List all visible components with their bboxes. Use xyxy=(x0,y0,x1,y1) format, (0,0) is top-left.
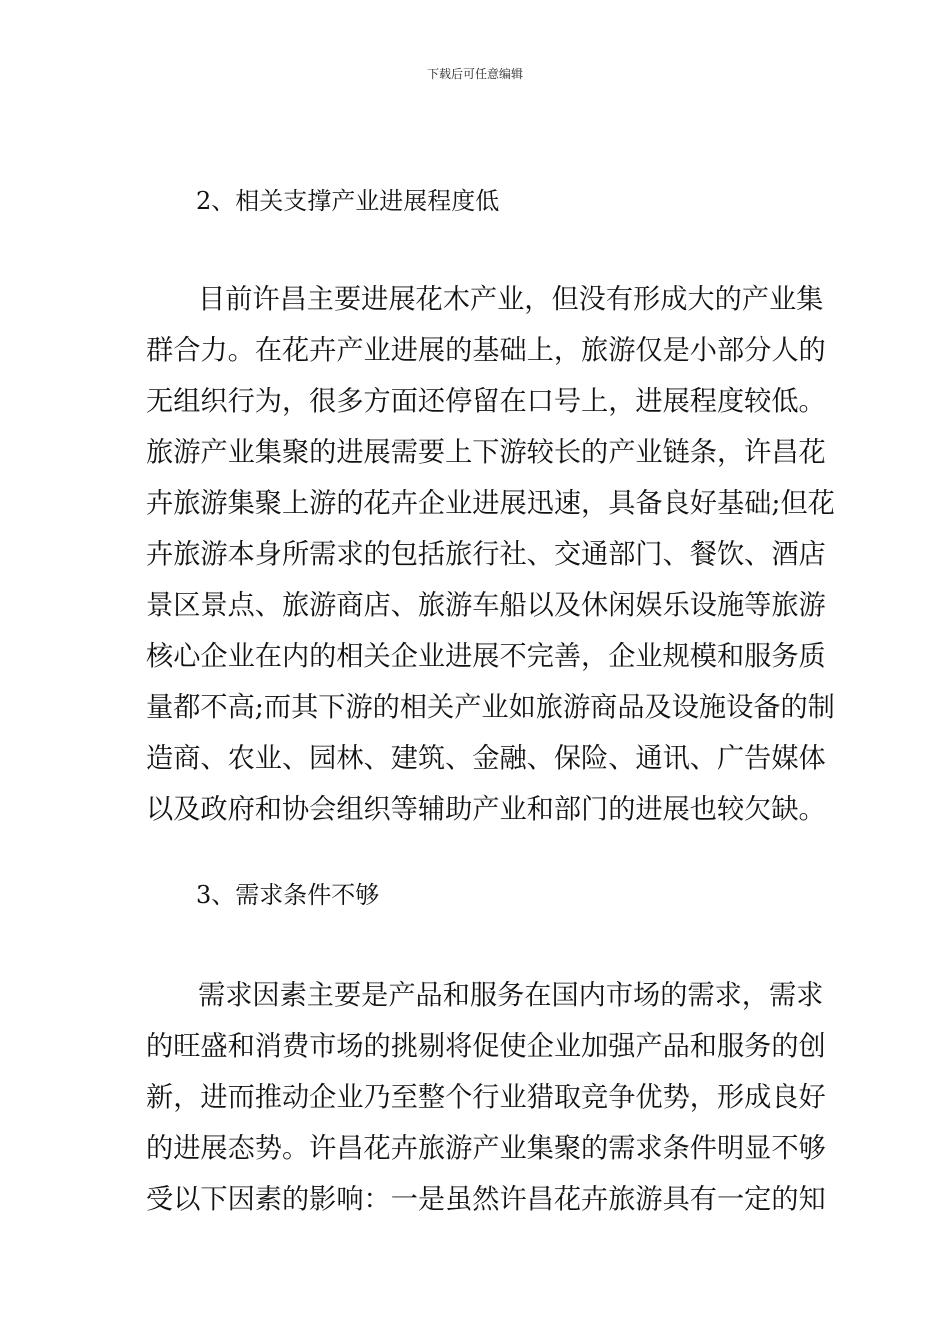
paragraph-line: 造商、农业、园林、建筑、金融、保险、通讯、广告媒体 xyxy=(146,743,826,774)
page-header-note: 下载后可任意编辑 xyxy=(426,67,523,81)
paragraph-line: 目前许昌主要进展花木产业，但没有形成大的产业集 xyxy=(198,284,824,315)
paragraph-line: 卉旅游集聚上游的花卉企业进展迅速，具备良好基础;但花 xyxy=(146,488,835,519)
section-2-paragraph xyxy=(146,274,835,835)
section-heading-2: 2、相关支撑产业进展程度低 xyxy=(196,187,500,215)
paragraph-line: 卉旅游本身所需求的包括旅行社、交通部门、餐饮、酒店 xyxy=(146,539,826,570)
paragraph-line: 的旺盛和消费市场的挑剔将促使企业加强产品和服务的创 xyxy=(146,1031,826,1062)
paragraph-line: 旅游产业集聚的进展需要上下游较长的产业链条，许昌花 xyxy=(146,437,826,468)
paragraph-line: 无组织行为，很多方面还停留在口号上，进展程度较低。 xyxy=(146,386,826,417)
paragraph-line: 群合力。在花卉产业进展的基础上，旅游仅是小部分人的 xyxy=(146,335,826,366)
paragraph-line: 量都不高;而其下游的相关产业如旅游商品及设施设备的制 xyxy=(146,692,835,723)
paragraph-line: 以及政府和协会组织等辅助产业和部门的进展也较欠缺。 xyxy=(146,794,826,825)
section-3-paragraph xyxy=(146,970,826,1225)
paragraph-line: 需求因素主要是产品和服务在国内市场的需求，需求 xyxy=(198,980,824,1011)
section-heading-3: 3、需求条件不够 xyxy=(196,881,380,909)
paragraph-line: 景区景点、旅游商店、旅游车船以及休闲娱乐设施等旅游 xyxy=(146,590,826,621)
paragraph-line: 受以下因素的影响：一是虽然许昌花卉旅游具有一定的知 xyxy=(146,1184,826,1215)
paragraph-line: 核心企业在内的相关企业进展不完善，企业规模和服务质 xyxy=(146,641,826,672)
paragraph-line: 新，进而推动企业乃至整个行业猎取竞争优势，形成良好 xyxy=(146,1082,826,1113)
paragraph-line: 的进展态势。许昌花卉旅游产业集聚的需求条件明显不够 xyxy=(146,1133,826,1164)
